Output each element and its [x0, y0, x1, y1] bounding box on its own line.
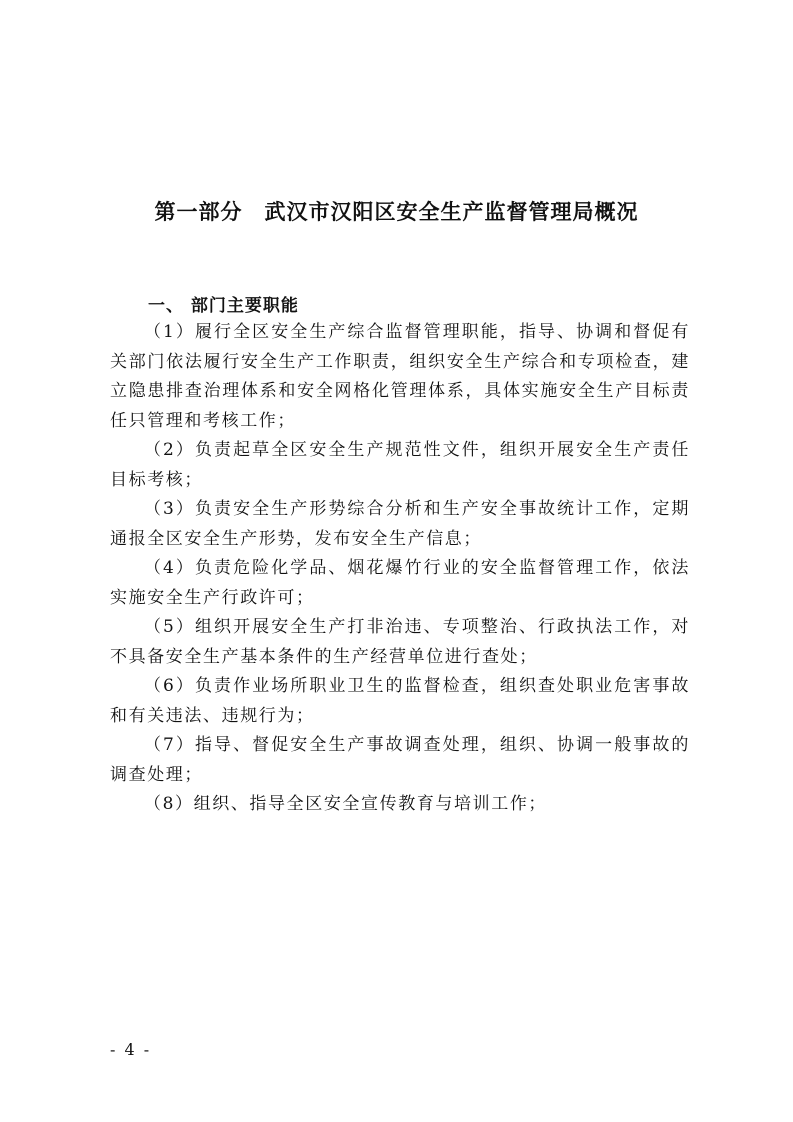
paragraph-duty-6: （6）负责作业场所职业卫生的监督检查，组织查处职业危害事故和有关违法、违规行为；	[110, 676, 690, 726]
paragraph-duty-3: （3）负责安全生产形势综合分析和生产安全事故统计工作，定期通报全区安全生产形势，发布安全生产信息；	[110, 499, 690, 549]
paragraph-duty-5: （5）组织开展安全生产打非治违、专项整治、行政执法工作，对不具备安全生产基本条件的生产经营单位进行查处；	[110, 617, 690, 667]
paragraph-duty-2: （2）负责起草全区安全生产规范性文件，组织开展安全生产责任目标考核；	[110, 440, 690, 490]
body-text	[110, 318, 690, 820]
page-title: 第一部分 武汉市汉阳区安全生产监督管理局概况	[154, 200, 639, 224]
paragraph-duty-7: （7）指导、督促安全生产事故调查处理，组织、协调一般事故的调查处理；	[110, 735, 690, 785]
paragraph-duty-1: （1）履行全区安全生产综合监督管理职能，指导、协调和督促有关部门依法履行安全生产工作职责，组织安全生产综合和专项检查，建立隐患排查治理体系和安全网格化管理体系，具体实施安全生产目标责任只管理和考核工作；	[110, 322, 690, 431]
section-heading: 一、 部门主要职能	[148, 296, 299, 316]
page-number: - 4 -	[110, 1040, 152, 1059]
paragraph-duty-8: （8）组织、指导全区安全宣传教育与培训工作；	[144, 794, 548, 814]
paragraph-duty-4: （4）负责危险化学品、烟花爆竹行业的安全监督管理工作，依法实施安全生产行政许可；	[110, 558, 690, 608]
